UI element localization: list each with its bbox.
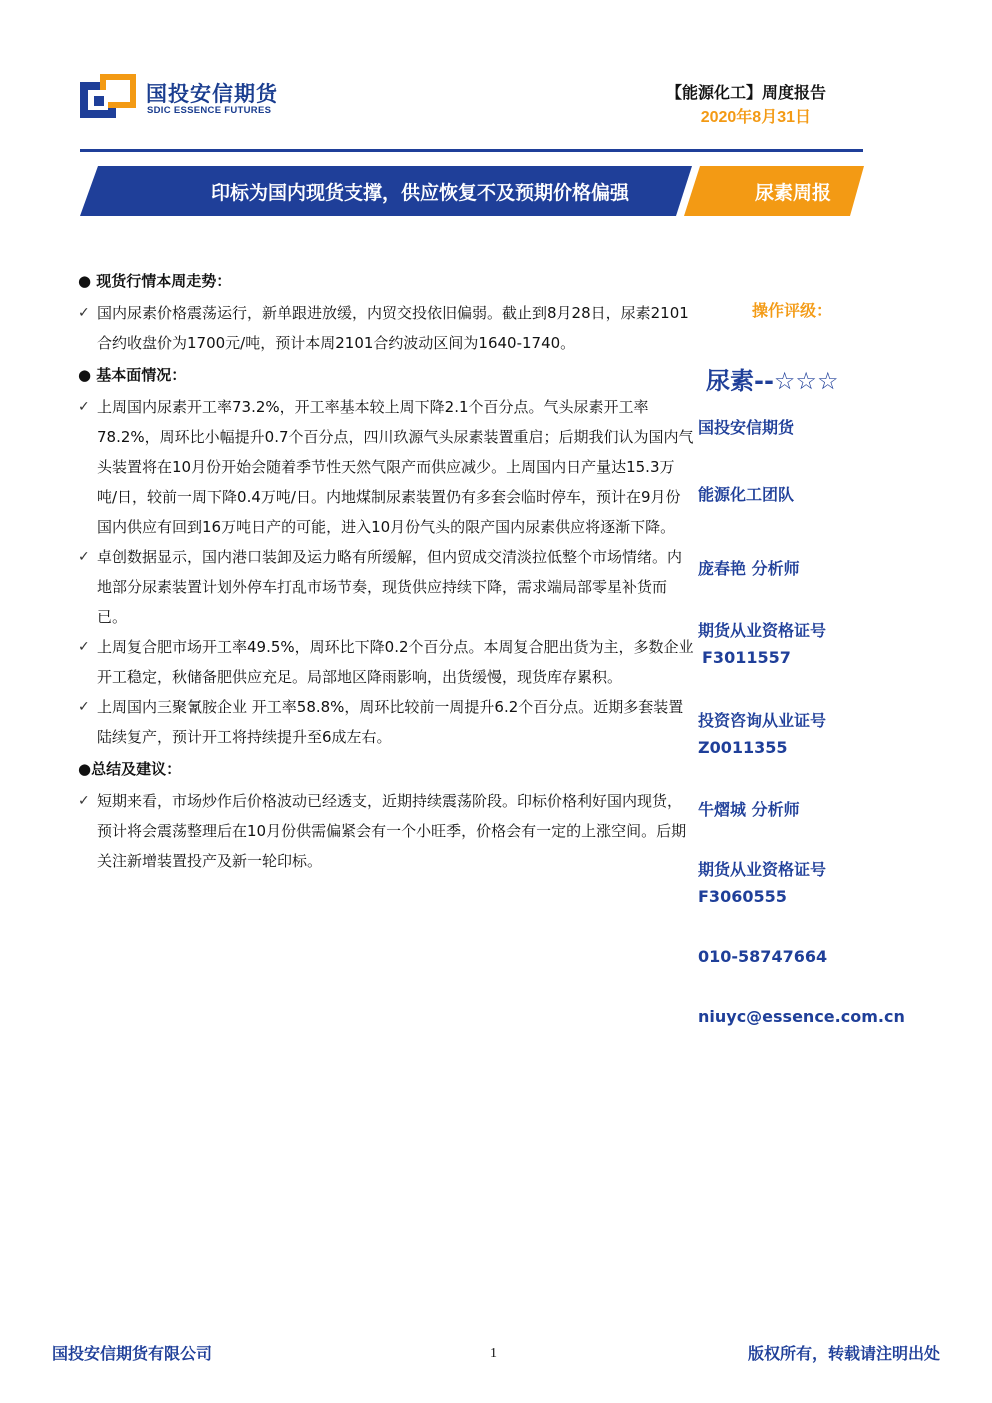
bullet-item: [78, 786, 698, 876]
consult-cert-number: Z0011355: [698, 738, 788, 757]
section-spot: [78, 264, 698, 358]
bullet-item: [78, 692, 698, 752]
cert-number: F3060555: [698, 887, 787, 906]
title-banner: [80, 166, 864, 216]
report-headline: 印标为国内现货支撑，供应恢复不及预期价格偏强: [210, 182, 629, 204]
section-heading: ● 现货行情本周走势：: [78, 272, 232, 290]
company-name: 国投安信期货: [698, 418, 795, 437]
checkmark-icon: ✓: [78, 549, 90, 565]
checkmark-icon: ✓: [78, 305, 90, 321]
bullet-text: 上周国内尿素开工率73.2%，开工率基本较上周下降2.1个百分点。气头尿素开工率78.2%，周环比小幅提升0.7个百分点，四川玖源气头尿素装置重启；后期我们认为国内气头装置将在10月份开始会随着季节性天然气限产而供应减少。上周国内日产量达15.3万吨/日，较前一周下降0.4万吨/日。内地煤制尿素装置仍有多套会临时停车，预计在9月份国内供应有回到16万吨日产的可能，进入10月份气头的限产国内尿素供应将逐渐下降。: [97, 398, 694, 536]
bullet-item: [78, 542, 698, 632]
section-heading: ●总结及建议：: [78, 760, 182, 778]
report-type: 【能源化工】周度报告: [665, 83, 826, 102]
consult-cert-label: 投资咨询从业证号: [698, 711, 827, 730]
report-body: [78, 264, 698, 876]
cert-label: 期货从业资格证号: [698, 860, 827, 879]
checkmark-icon: ✓: [78, 639, 90, 655]
bullet-item: [78, 298, 698, 358]
bullet-item: [78, 632, 698, 692]
logo-english-name: SDIC ESSENCE FUTURES: [147, 105, 272, 116]
section-fundamentals: [78, 358, 698, 752]
analyst-name: 牛熠城 分析师: [698, 800, 800, 819]
logo-chinese-name: 国投安信期货: [146, 82, 278, 106]
cert-label: 期货从业资格证号: [698, 621, 827, 640]
report-date: 2020年8月31日: [700, 109, 811, 126]
bullet-text: 上周国内三聚氰胺企业 开工率58.8%，周环比较前一周提升6.2个百分点。近期多套装置陆续复产，预计开工将持续提升至6成左右。: [97, 698, 684, 746]
company-logo: [80, 74, 320, 122]
report-tag: 尿素周报: [754, 182, 831, 204]
logo-mark-icon: [80, 74, 138, 118]
cert-number: F3011557: [702, 648, 791, 667]
footer-company: 国投安信期货有限公司: [52, 1344, 213, 1363]
section-summary: [78, 752, 698, 876]
checkmark-icon: ✓: [78, 399, 90, 415]
checkmark-icon: ✓: [78, 793, 90, 809]
bullet-text: 卓创数据显示，国内港口装卸及运力略有所缓解，但内贸成交清淡拉低整个市场情绪。内地部分尿素装置计划外停车打乱市场节奏，现货供应持续下降，需求端局部零星补货而已。: [97, 548, 683, 626]
bullet-item: [78, 392, 698, 542]
bullet-text: 短期来看，市场炒作后价格波动已经透支，近期持续震荡阶段。印标价格利好国内现货，预计将会震荡整理后在10月份供需偏紧会有一个小旺季，价格会有一定的上涨空间。后期关注新增装置投产及新一轮印标。: [97, 792, 687, 870]
phone-number: 010-58747664: [698, 947, 828, 966]
email-link[interactable]: niuyc@essence.com.cn: [698, 1007, 905, 1026]
bullet-text: 国内尿素价格震荡运行，新单跟进放缓，内贸交投依旧偏弱。截止到8月28日，尿素2101合约收盘价为1700元/吨，预计本周2101合约波动区间为1640-1740。: [97, 304, 689, 352]
team-name: 能源化工团队: [698, 485, 795, 504]
checkmark-icon: ✓: [78, 699, 90, 715]
page-number: 1: [490, 1346, 497, 1361]
section-heading: ● 基本面情况：: [78, 366, 187, 384]
analyst-name: 庞春艳 分析师: [698, 559, 800, 578]
rating-value: 尿素--☆☆☆: [706, 367, 839, 395]
bullet-text: 上周复合肥市场开工率49.5%，周环比下降0.2个百分点。本周复合肥出货为主，多数企业开工稳定，秋储备肥供应充足。局部地区降雨影响，出货缓慢，现货库存累积。: [97, 638, 694, 686]
header-divider: [80, 149, 863, 152]
footer-copyright: 版权所有，转载请注明出处: [747, 1344, 940, 1363]
rating-label: 操作评级：: [752, 301, 833, 320]
